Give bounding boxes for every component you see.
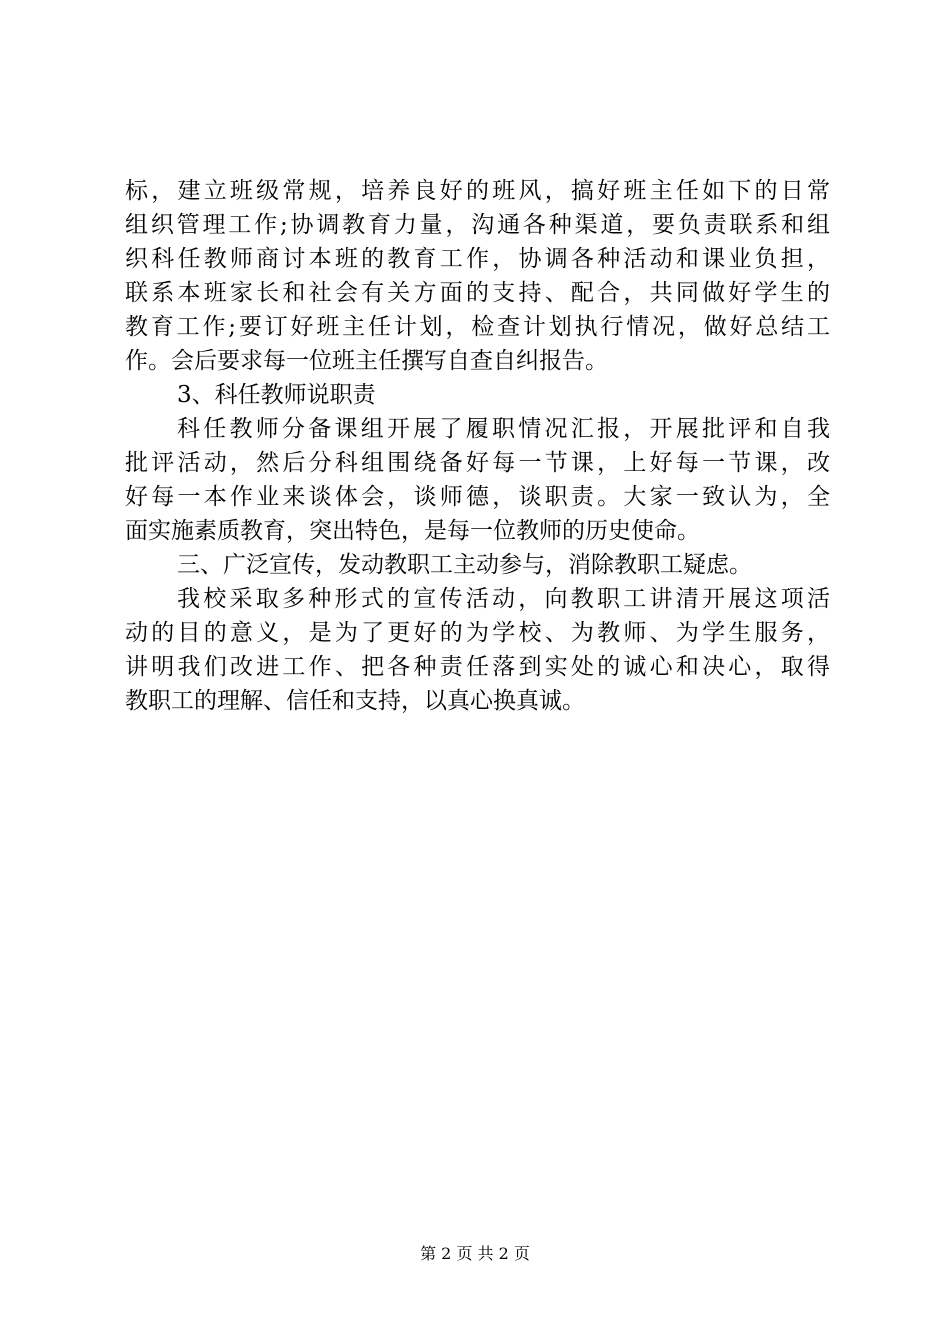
paragraph-line: 教职工的理解、信任和支持，以真心换真诚。 [125,688,585,714]
section-heading: 3、科任教师说职责 [177,382,376,408]
paragraph-line: 动的目的意义，是为了更好的为学校、为教师、为学生服务， [125,620,830,646]
paragraph-line: 好每一本作业来谈体会，谈师德，谈职责。大家一致认为，全 [125,484,830,510]
document-body [125,174,830,718]
paragraph-line: 标，建立班级常规，培养良好的班风，搞好班主任如下的日常 [125,178,830,204]
paragraph-line: 联系本班家长和社会有关方面的支持、配合，共同做好学生的 [125,280,830,306]
section-heading: 三、广泛宣传，发动教职工主动参与，消除教职工疑虑。 [177,552,752,578]
paragraph-line: 讲明我们改进工作、把各种责任落到实处的诚心和决心，取得 [125,654,830,680]
paragraph-line: 作。会后要求每一位班主任撰写自查自纠报告。 [125,348,608,374]
paragraph-line: 批评活动，然后分科组围绕备好每一节课，上好每一节课，改 [125,450,830,476]
paragraph-line: 我校采取多种形式的宣传活动，向教职工讲清开展这项活 [177,586,830,612]
paragraph-line: 面实施素质教育，突出特色，是每一位教师的历史使命。 [125,518,700,544]
page-footer: 第 2 页 共 2 页 [420,1244,530,1263]
paragraph-line: 教育工作;要订好班主任计划，检查计划执行情况，做好总结工 [125,314,830,340]
paragraph-line: 科任教师分备课组开展了履职情况汇报，开展批评和自我 [177,416,830,442]
paragraph-line: 组织管理工作;协调教育力量，沟通各种渠道，要负责联系和组 [125,212,830,238]
paragraph-line: 织科任教师商讨本班的教育工作，协调各种活动和课业负担， [125,246,830,272]
